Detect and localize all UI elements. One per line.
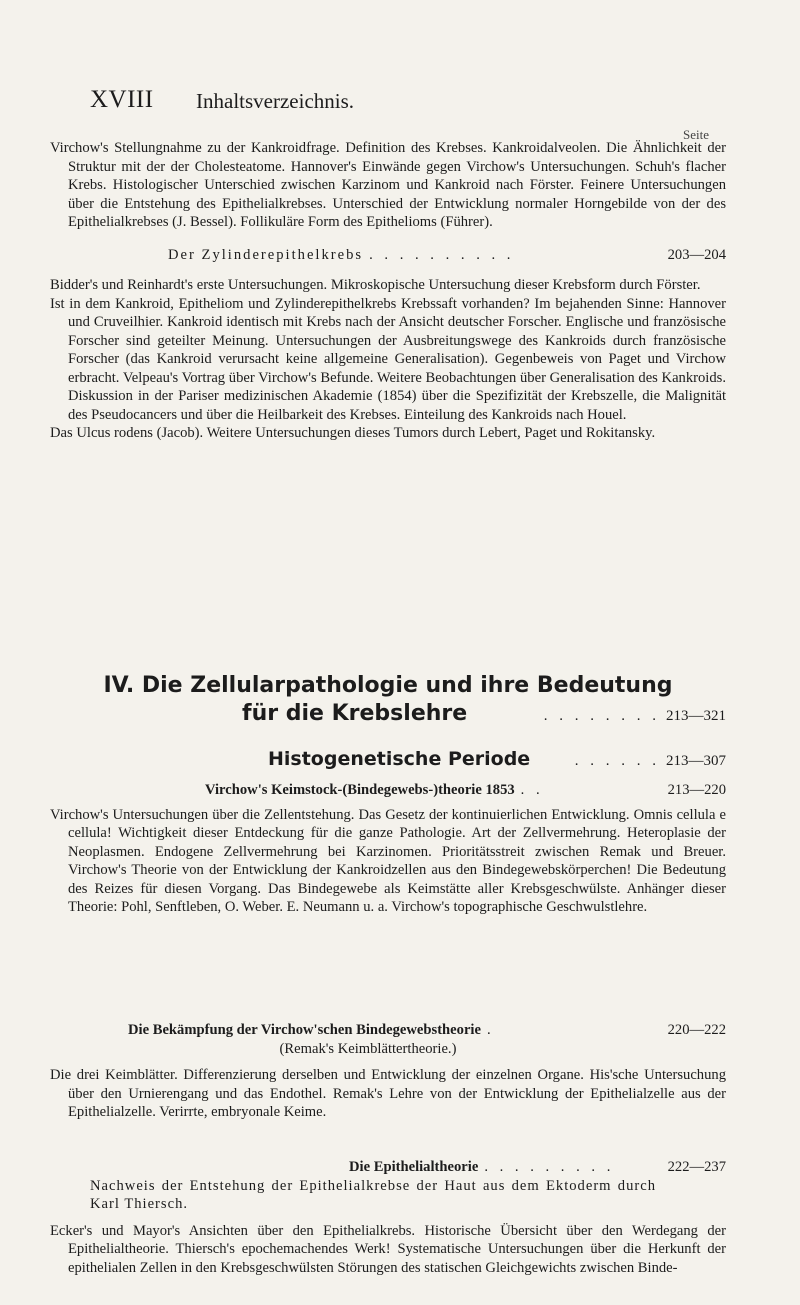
subsection-subtitle: (Remak's Keimblättertheorie.) [279, 1040, 457, 1057]
leader-dots: . . . . . . . . . . [369, 246, 515, 263]
paragraph: Die drei Keimblätter. Differenzierung derselben und Entwicklung der einzelnen Organe. His'sche Untersuchung über den Urnierengang und das Endothel. Remak's Lehre von der Entwicklung der Epithelialzelle aus der Epithelialzelle. Verirrte, embryonale Keime. [50, 1067, 726, 1120]
leader-dots: . . . . . . [574, 753, 660, 769]
subsection-title-row [50, 781, 726, 800]
subsection-pages: 213—220 [667, 782, 726, 798]
toc-entry-zylinderepithelkrebs [50, 246, 726, 265]
leader-dots: . [486, 1022, 495, 1038]
subsection-title-row [50, 1158, 726, 1177]
section-title-row [50, 747, 726, 773]
subsection-epithelialtheorie [50, 1158, 726, 1277]
subsection-title: Die Epithelialtheorie [349, 1159, 479, 1175]
chapter-title-line1: IV. Die Zellularpathologie und ihre Bedeutung [103, 673, 673, 698]
subsection-subtitle: Nachweis der Entstehung der Epithelialkrebse der Haut aus dem Ektoderm durch Karl Thiersch. [90, 1177, 656, 1212]
leader-dots: . . . . . . . . . [484, 1159, 615, 1175]
paragraph: Virchow's Untersuchungen über die Zellentstehung. Das Gesetz der kontinuierlichen Entwicklung. Omnis cellula e cellula! Wichtigkeit dieser Entdeckung für die ganze Pathologie. Art der Zellvermehrung. Heteroplasie der Neoplasmen. Endogene Zellvermehrung bei Karzinomen. Prioritätsstreit zwischen Remak und Breuer. Virchow's Theorie von der Entwicklung der Kankroidzellen aus den Bindegewebskörperchen! Die Bedeutung des Reizes für diesen Vorgang. Das Bindegewebe als Keimstätte aller Krebsgeschwülste. Anhänger dieser Theorie: Pohl, Senftleben, O. Weber. E. Neumann u. a. Virchow's topographische Geschwulstlehre. [50, 806, 726, 915]
subsection-title-row [50, 1021, 726, 1040]
section-pages: 213—307 [666, 753, 726, 769]
running-head [90, 86, 730, 116]
subsection-pages: 222—237 [667, 1159, 726, 1175]
chapter-title-line2: für die Krebslehre [242, 701, 468, 726]
page-header-title: Inhaltsverzeichnis. [196, 89, 355, 113]
subsection-pages: 220—222 [667, 1022, 726, 1038]
leader-dots: . . [520, 782, 544, 798]
seite-label: Seite [683, 127, 709, 142]
section-title: Histogenetische Periode [268, 748, 531, 770]
subsection-keimstock-theorie [50, 781, 726, 917]
subsection-bekaempfung [50, 1021, 726, 1122]
chapter-title-line2-row [50, 700, 726, 730]
chapter-heading [50, 672, 726, 730]
paragraph: Bidder's und Reinhardt's erste Untersuchungen. Mikroskopische Untersuchung dieser Krebsform durch Förster. [50, 277, 701, 293]
section-heading [50, 747, 726, 773]
paragraph: Das Ulcus rodens (Jacob). Weitere Untersuchungen dieses Tumors durch Lebert, Paget und Rokitansky. [50, 425, 656, 441]
leader-dots: . . . . . . . . [543, 708, 660, 724]
chapter-pages: 213—321 [666, 708, 726, 724]
paragraph: Ist in dem Kankroid, Epitheliom und Zylinderepithelkrebs Krebssaft vorhanden? Im bejahenden Sinne: Hannover und Cruveilhier. Kankroid identisch mit Krebs nach der Ansicht deutscher Forscher. Englische und französische Forscher sind geteilter Meinung. Untersuchungen der Ausbreitungswege des Kankroids durch französische Forscher (das Kankroid verursacht keine allgemeine Generalisation). Gegenbeweis von Paget und Virchow erbracht. Velpeau's Vortrag über Virchow's Befunde. Weitere Beobachtungen über Generalisation des Kankroids. Diskussion in der Pariser medizinischen Akademie (1854) über die Spezifizität der Krebszelle, die Malignität des Pseudocancers und über die Heilbarkeit des Krebses. Einteilung des Kankroids nach Houel. [50, 295, 726, 423]
paragraph: Ecker's und Mayor's Ansichten über den Epithelialkrebs. Historische Übersicht über den Werdegang der Epithelialtheorie. Thiersch's epochemachendes Werk! Systematische Untersuchungen über die Herkunft der epithelialen Zellen in den Krebsgeschwülsten Störungen des statischen Gleichgewichts zwischen Binde- [50, 1222, 726, 1276]
subsection-title: Virchow's Keimstock-(Bindegewebs-)theorie 1853 [205, 782, 515, 798]
paragraph: Virchow's Stellungnahme zu der Kankroidfrage. Definition des Krebses. Kankroidalveolen. Die Ähnlichkeit der Struktur mit der der Cholesteatome. Hannover's Einwände gegen Virchow's Untersuchungen. Schuh's flacher Krebs. Histologischer Unterschied zwischen Karzinom und Kankroid nach Förster. Feinere Untersuchungen über die Entstehung des Epithelialkrebses. Unterschied der Entwicklung normaler Horngebilde von der des Epithelialkrebses (J. Bessel). Follikuläre Form des Epithelioms (Führer). [50, 140, 726, 230]
section-virchow-kankroid [50, 139, 726, 443]
subsection-title: Die Bekämpfung der Virchow'schen Bindegewebstheorie [128, 1022, 481, 1038]
toc-entry-label: Der Zylinderepithelkrebs [168, 246, 364, 263]
toc-entry-pages: 203—204 [667, 246, 726, 263]
page-number: XVIII [90, 86, 154, 113]
